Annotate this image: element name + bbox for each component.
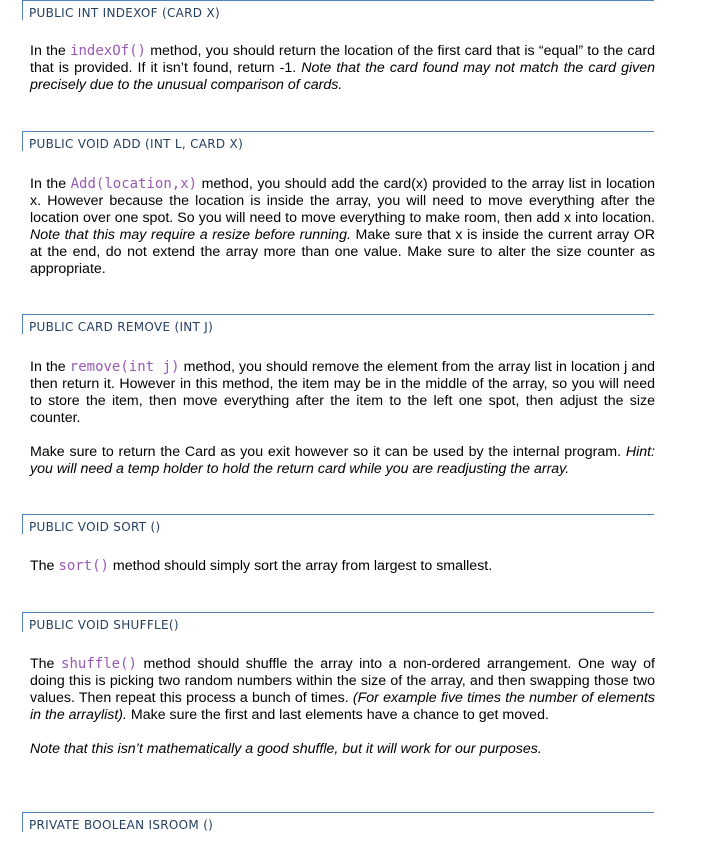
code-sort: sort() <box>58 558 109 574</box>
section-heading-isroom: PRIVATE BOOLEAN ISROOM () <box>22 812 654 832</box>
add-description <box>30 176 655 278</box>
indexof-description <box>30 43 655 94</box>
remove-description <box>30 359 655 427</box>
text: Make sure the first and last elements have a chance to get moved. <box>126 707 549 723</box>
text: method, you should return the location of the first card that is “equal” to the card that is provided. If it isn’t found, return -1. <box>30 43 655 76</box>
remove-hint <box>30 444 655 478</box>
text: method, you should remove the element from the array list in location j and then return it. However in this method, the item may be in the middle of the array, so you will need to store the item, then move everything after the item to the left one spot, then adjust the size counter. <box>30 359 655 426</box>
text: The <box>30 558 59 574</box>
text: Make sure that x is inside the current array OR at the end, do not extend the array more than one value. Make sure to alter the size counter as appropriate. <box>30 227 655 277</box>
shuffle-note <box>30 741 655 758</box>
text: method should shuffle the array into a non-ordered arrangement. One way of doing this is picking two random numbers within the size of the array, and then swapping those two values. Then repeat this process a bunch of times. <box>30 656 655 706</box>
section-heading-remove: PUBLIC CARD REMOVE (INT J) <box>22 314 654 334</box>
section-heading-add: PUBLIC VOID ADD (INT L, CARD X) <box>22 131 654 151</box>
text: In the <box>30 43 71 59</box>
text: method, you should add the card(x) provided to the array list in location x. However because the location is inside the array, you will need to move everything after the location over one spot. So you will need to move everything to make room, then add x into location. <box>30 176 655 226</box>
text: The <box>30 656 62 672</box>
section-heading-shuffle: PUBLIC VOID SHUFFLE() <box>22 612 654 632</box>
sort-description <box>30 558 655 575</box>
code-shuffle: shuffle() <box>61 656 137 672</box>
code-remove: remove(int j) <box>69 359 180 375</box>
italic-hint: Hint: you will need a temp holder to hold the return card while you are readjusting the array. <box>30 444 655 477</box>
section-heading-sort: PUBLIC VOID SORT () <box>22 514 654 534</box>
italic-note: Note that this may require a resize before running. <box>30 227 351 243</box>
text: Make sure to return the Card as you exit however so it can be used by the internal program. <box>30 444 626 460</box>
code-indexof: indexOf() <box>70 43 146 59</box>
italic-example: (For example five times the number of elements in the arraylist). <box>30 690 655 723</box>
italic-note: Note that the card found may not match the card given precisely due to the unusual comparison of cards. <box>30 60 655 93</box>
shuffle-description <box>30 656 655 724</box>
code-add: Add(location,x) <box>70 176 198 192</box>
text: method should simply sort the array from largest to smallest. <box>108 558 493 574</box>
text: In the <box>30 176 71 192</box>
text: In the <box>30 359 70 375</box>
italic-note: Note that this isn’t mathematically a good shuffle, but it will work for our purposes. <box>30 741 542 757</box>
section-heading-indexof: PUBLIC INT INDEXOF (CARD X) <box>22 0 654 20</box>
